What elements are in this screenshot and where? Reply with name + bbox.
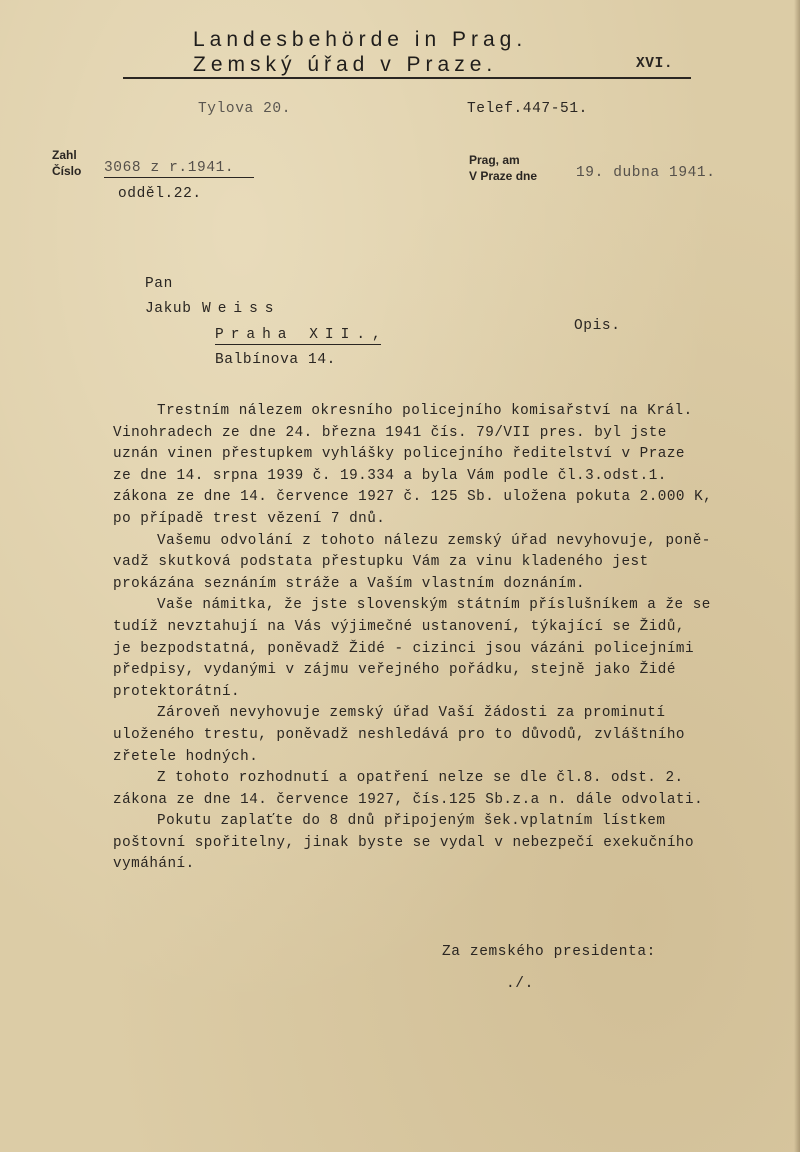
signature-mark: ./. [506,976,534,992]
document-date: 19. dubna 1941. [576,165,716,181]
body-line: zákona ze dne 14. července 1927 č. 125 Sb. uložena pokuta 2.000 K, [113,489,713,506]
body-line: zřetele hodných. [113,748,259,765]
body-line: Vinohradech ze dne 24. března 1941 čís. 79/VII pres. byl jste [113,424,667,441]
body-line: Zároveň nevyhovuje zemský úřad Vaší žádosti za prominutí [157,705,666,722]
body-line: Z tohoto rozhodnutí a opatření nelze se dle čl.8. odst. 2. [157,770,684,787]
letterhead-czech: Zemský úřad v Praze. [193,53,498,76]
body-line: vadž skutková podstata přestupku Vám za vinu kladeného jest [113,554,649,571]
body-line: prokázána seznáním stráže a Vaším vlastním doznáním. [113,575,586,592]
paper-edge-shadow [794,0,800,1152]
body-line: je bezpodstatná, poněvadž Židé - cizinci jsou vázáni policejními [113,640,695,657]
copy-mark: Opis. [574,318,621,334]
closing-line: Za zemského presidenta: [442,944,656,960]
recipient-salutation: Pan [145,276,173,292]
ref-label-german: Zahl [52,148,77,162]
body-line: předpisy, vydanými v zájmu veřejného pořádku, stejně jako Židé [113,662,676,679]
letterhead-german: Landesbehörde in Prag. [193,28,528,51]
department-number: odděl.22. [118,186,202,202]
decision-body-text [113,401,783,876]
letterhead-rule [123,77,691,79]
recipient-street: Balbínova 14. [215,352,336,368]
place-label-german: Prag, am [469,153,520,167]
body-line: poštovní spořitelny, jinak byste se vydal v nebezpečí exekučního [113,834,695,851]
body-line: uznán vinen přestupkem vyhlášky policejního ředitelství v Praze [113,446,686,463]
reference-number: 3068 z r.1941. [104,160,254,178]
body-line: vymáhání. [113,856,195,873]
body-line: zákona ze dne 14. července 1927, čís.125 Sb.z.a n. dále odvolati. [113,791,704,808]
recipient-last-name: Weiss [202,301,281,317]
body-line: ze dne 14. srpna 1939 č. 19.334 a byla Vám podle čl.3.odst.1. [113,467,667,484]
body-line: tudíž nevztahují na Vás výjimečné ustanovení, týkající se Židů, [113,618,686,635]
office-street: Tylova 20. [198,101,292,117]
body-line: Vaše námitka, že jste slovenským státním příslušníkem a že se [157,597,711,614]
ref-label-czech: Číslo [52,164,82,178]
department-mark: XVI. [636,56,674,72]
body-line: Trestním nálezem okresního policejního komisařství na Král. [157,403,693,419]
place-label-czech: V Praze dne [469,169,538,183]
office-phone: Telef.447-51. [467,101,588,117]
body-line: Pokutu zaplaťte do 8 dnů připojeným šek.vplatním lístkem [157,813,666,830]
recipient-city: Praha XII., [215,327,388,343]
recipient-first-name: Jakub [145,301,192,317]
body-line: uloženého trestu, poněvadž neshledává pro to důvodů, zvláštního [113,726,686,743]
body-line: protektorátní. [113,683,241,700]
body-line: po případě trest vězení 7 dnů. [113,510,386,527]
body-line: Vašemu odvolání z tohoto nálezu zemský úřad nevyhovuje, poně- [157,532,711,549]
